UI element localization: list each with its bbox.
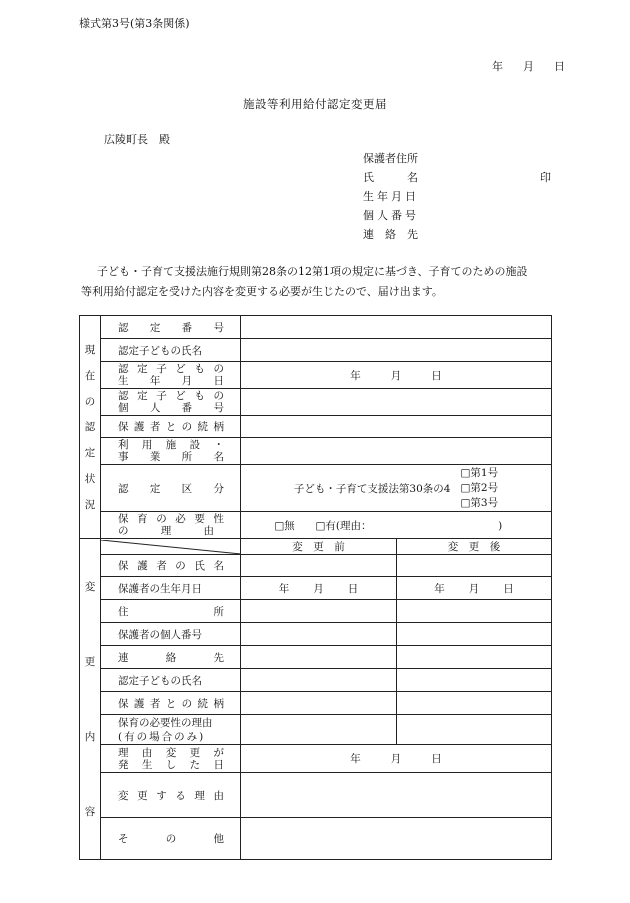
date-year: 年	[492, 60, 503, 73]
change-relation-label: 保 護 者 と の 続 柄	[101, 692, 241, 715]
statement-line-1: 子ども・子育て支援法施行規則第28条の12第1項の規定に基づき、子育てのための施設	[97, 265, 528, 278]
category-option-2[interactable]: □第2号	[460, 481, 499, 494]
date-month: 月	[523, 60, 534, 73]
contact-before[interactable]	[241, 646, 397, 669]
date-day: 日	[554, 60, 565, 73]
child-id-number-label: 認 定 子 ど も の 個 人 番 号	[101, 389, 241, 416]
child-id-number-field[interactable]	[241, 389, 552, 416]
category-option-1[interactable]: □第1号	[460, 466, 499, 479]
document-title: 施設等利用給付認定変更届	[243, 97, 387, 111]
reason-label: 変 更 す る 理 由	[101, 773, 241, 818]
change-content-side-label: 変 更 内 容	[80, 539, 101, 860]
guardian-id-before[interactable]	[241, 623, 397, 646]
guardian-id-label: 保護者の個人番号	[101, 623, 241, 646]
form-table	[79, 315, 552, 860]
contact-label: 連 絡 先	[101, 646, 241, 669]
child-birthdate-field[interactable]: 年 月 日	[241, 362, 552, 389]
address-after[interactable]	[397, 600, 552, 623]
current-status-side-label: 現 在 の 認 定 状 況	[80, 316, 101, 539]
guardian-birth-label: 保護者の生年月日	[101, 577, 241, 600]
other-field[interactable]	[241, 818, 552, 860]
cert-number-label: 認 定 番 号	[101, 316, 241, 339]
facility-name-label: 利 用 施 設 ・ 事 業 所 名	[101, 438, 241, 465]
necessity-none-checkbox[interactable]: □無	[274, 519, 295, 532]
facility-name-field[interactable]	[241, 438, 552, 465]
diagonal-line	[101, 540, 241, 554]
applicant-name	[363, 168, 551, 187]
guardian-id-after[interactable]	[397, 623, 552, 646]
applicant-contact	[363, 225, 419, 244]
contact-label-2: 絡	[385, 228, 396, 241]
reason-field[interactable]	[241, 773, 552, 818]
seal-mark: 印	[540, 171, 551, 184]
contact-after[interactable]	[397, 646, 552, 669]
reason-date-label: 理 由 変 更 が 発 生 し た 日	[101, 745, 241, 773]
child-name-field[interactable]	[241, 339, 552, 362]
necessity-after[interactable]	[397, 715, 552, 745]
statement	[79, 262, 559, 302]
child-name-after[interactable]	[397, 669, 552, 692]
change-child-name-label: 認定子どもの氏名	[101, 669, 241, 692]
col-after-header: 変 更 後	[397, 539, 552, 555]
necessity-before[interactable]	[241, 715, 397, 745]
statement-line-2: 等利用給付認定を受けた内容を変更する必要が生じたので、届け出ます。	[81, 285, 443, 298]
relation-before[interactable]	[241, 692, 397, 715]
address-before[interactable]	[241, 600, 397, 623]
child-name-label: 認定子どもの氏名	[101, 339, 241, 362]
category-field	[241, 465, 552, 512]
necessity-field	[241, 512, 552, 539]
name-label-2: 名	[407, 171, 418, 184]
cert-number-field[interactable]	[241, 316, 552, 339]
applicant-birthdate	[363, 187, 419, 206]
submission-date	[492, 58, 565, 74]
category-text: 子ども・子育て支援法第30条の4	[293, 482, 451, 495]
child-name-before[interactable]	[241, 669, 397, 692]
reason-date-field[interactable]: 年 月 日	[241, 745, 552, 773]
change-necessity-label: 保育の必要性の理由 (有の場合のみ)	[101, 715, 241, 745]
name-label-1: 氏	[363, 171, 374, 184]
guardian-birth-before[interactable]: 年 月 日	[241, 577, 397, 600]
applicant-id-number	[363, 206, 419, 225]
address-label: 住 所	[101, 600, 241, 623]
addressee: 広陵町長 殿	[104, 133, 170, 146]
applicant-address	[363, 149, 419, 168]
id-number-label: 個人番号	[363, 209, 419, 222]
necessity-label: 保 育 の 必 要 性 の 理 由	[101, 512, 241, 539]
contact-label-3: 先	[407, 228, 418, 241]
applicant-block	[363, 149, 551, 244]
guardian-name-label: 保 護 者 の 氏 名	[101, 555, 241, 577]
category-label: 認 定 区 分	[101, 465, 241, 512]
address-label: 保護者住所	[363, 152, 418, 165]
category-option-3[interactable]: □第3号	[460, 496, 499, 509]
child-birthdate-label: 認 定 子 ど も の 生 年 月 日	[101, 362, 241, 389]
other-label: そ の 他	[101, 818, 241, 860]
guardian-birth-after[interactable]: 年 月 日	[397, 577, 552, 600]
relation-after[interactable]	[397, 692, 552, 715]
necessity-close-paren: )	[498, 519, 503, 532]
guardian-name-after[interactable]	[397, 555, 552, 577]
form-number: 様式第3号(第3条関係)	[79, 17, 190, 30]
guardian-name-before[interactable]	[241, 555, 397, 577]
contact-label-1: 連	[363, 228, 374, 241]
birthdate-label: 生年月日	[363, 190, 419, 203]
relation-label: 保 護 者 と の 続 柄	[101, 416, 241, 438]
necessity-yes-checkbox[interactable]: □有(理由：	[315, 519, 372, 532]
col-before-header: 変 更 前	[241, 539, 397, 555]
header-diagonal-cell	[101, 539, 241, 555]
relation-field[interactable]	[241, 416, 552, 438]
